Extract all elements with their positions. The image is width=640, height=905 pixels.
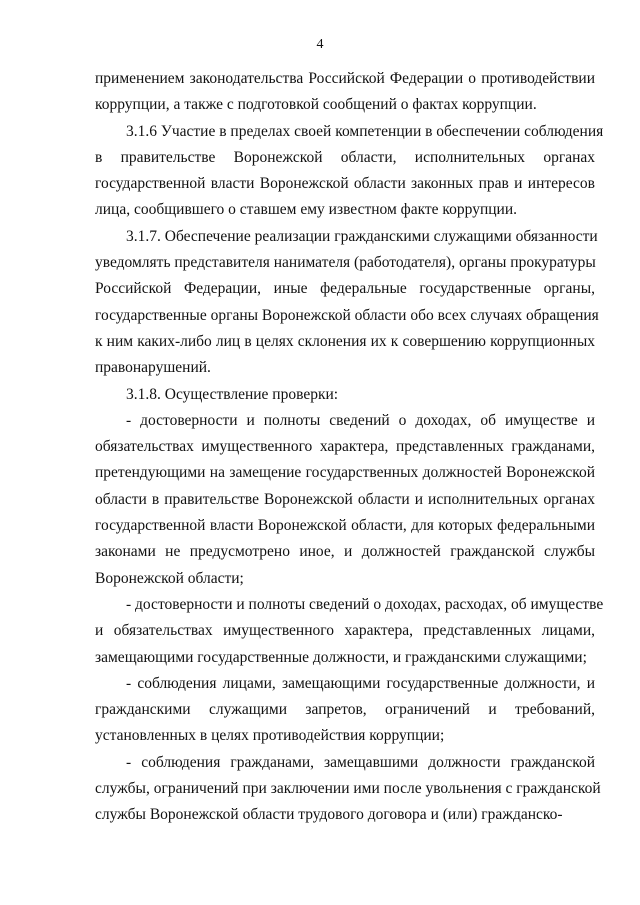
paragraph-3-1-8	[95, 382, 595, 408]
text-line: службы Воронежской области трудового договора и (или) гражданско-	[95, 806, 563, 824]
text-line: обязательствах имущественного характера, представленных гражданами,	[95, 438, 595, 456]
text-line: гражданскими служащими запретов, ограничений и требований,	[95, 701, 595, 719]
text-line: - достоверности и полноты сведений о доходах, об имуществе и	[126, 411, 595, 429]
text-line: законами не предусмотрено иное, и должностей гражданской службы	[95, 543, 595, 561]
text-line: 3.1.8. Осуществление проверки:	[126, 385, 339, 403]
page-number: 4	[316, 37, 324, 52]
document-body	[95, 66, 604, 829]
paragraph-3-1-7	[95, 224, 599, 382]
paragraph-continuation	[95, 66, 595, 119]
text-line: государственные органы Воронежской области обо всех случаях обращения	[95, 306, 599, 324]
text-line: правонарушений.	[95, 359, 211, 377]
text-line: применением законодательства Российской Федерации о противодействии	[95, 70, 595, 87]
text-line: 3.1.7. Обеспечение реализации гражданскими служащими обязанности	[126, 227, 598, 245]
text-line: и обязательствах имущественного характера, представленных лицами,	[95, 622, 595, 640]
text-line: области в правительстве Воронежской области и исполнительных органах	[95, 490, 595, 508]
text-line: замещающими государственные должности, и гражданскими служащими;	[95, 648, 587, 666]
text-line: установленных в целях противодействия коррупции;	[95, 727, 445, 745]
paragraph-item-3	[95, 671, 595, 750]
text-line: - достоверности и полноты сведений о доходах, расходах, об имуществе	[126, 595, 604, 613]
text-line: в правительстве Воронежской области, исполнительных органах	[95, 148, 595, 166]
paragraph-item-2	[95, 592, 604, 671]
paragraph-item-1	[95, 408, 595, 592]
text-line: Российской Федерации, иные федеральные государственные органы,	[95, 280, 595, 298]
paragraph-item-4	[95, 750, 601, 829]
text-line: коррупции, а также с подготовкой сообщений о фактах коррупции.	[95, 96, 537, 114]
text-line: к ним каких-либо лиц в целях склонения их к совершению коррупционных	[95, 332, 595, 350]
text-line: службы, ограничений при заключении ими после увольнения с гражданской	[95, 780, 601, 798]
text-line: Воронежской области;	[95, 569, 244, 587]
text-line: государственной власти Воронежской области законных прав и интересов	[95, 175, 595, 193]
text-line: государственной власти Воронежской области, для которых федеральными	[95, 517, 595, 535]
paragraph-3-1-6	[95, 119, 604, 224]
text-line: лица, сообщившего о ставшем ему известном факте коррупции.	[95, 201, 518, 219]
text-line: уведомлять представителя нанимателя (работодателя), органы прокуратуры	[95, 254, 596, 272]
text-line: претендующими на замещение государственных должностей Воронежской	[95, 464, 595, 482]
text-line: - соблюдения лицами, замещающими государственные должности, и	[126, 674, 595, 692]
text-line: 3.1.6 Участие в пределах своей компетенции в обеспечении соблюдения	[126, 122, 604, 140]
text-line: - соблюдения гражданами, замещавшими должности гражданской	[126, 753, 595, 771]
